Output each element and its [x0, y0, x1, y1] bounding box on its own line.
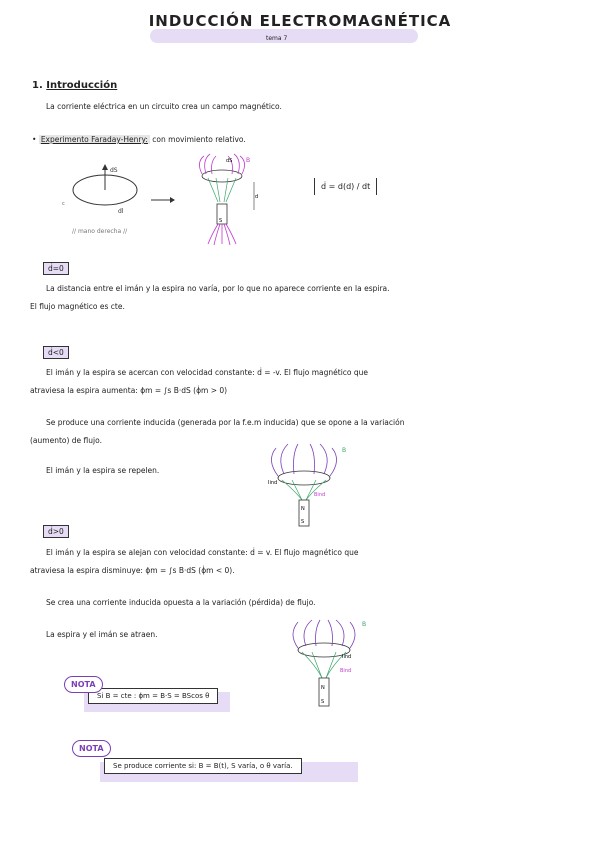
distance-rate-formula: ḋ = d(d) / dt	[314, 178, 377, 195]
attract-b-label: B	[362, 621, 367, 628]
funnel-diagram	[188, 152, 278, 247]
attract-iind-label: Iind	[342, 654, 352, 660]
attract-s-label: S	[321, 699, 325, 705]
page-subtitle: tema 7	[266, 35, 288, 42]
ds-arrowhead	[102, 164, 108, 170]
note1-box: Si B = cte : ϕm = B·S = BScos θ	[88, 688, 218, 704]
case-pos-line1: El imán y la espira se alejan con velocidad constante: ḋ = v. El flujo magnético que	[46, 548, 359, 557]
case-pos-line3: Se crea una corriente inducida opuesta a la variación (pérdida) de flujo.	[46, 598, 316, 607]
case-zero-line2: El flujo magnético es cte.	[30, 302, 125, 311]
experiment-line	[32, 135, 246, 144]
c-label: c	[62, 201, 65, 207]
distance-label: d	[255, 194, 259, 200]
attract-bind-label: Bind	[340, 668, 352, 674]
case-pos-line4: La espira y el imán se atraen.	[46, 630, 158, 639]
repel-n-label: N	[301, 506, 305, 512]
experiment-label: Experimento Faraday-Henry:	[40, 135, 148, 144]
repel-diagram	[262, 440, 372, 530]
case-zero-line1: La distancia entre el imán y la espira no varía, por lo que no aparece corriente en la espira.	[46, 284, 390, 293]
note2-tag: NOTA	[72, 740, 111, 757]
funnel-loop	[202, 170, 242, 182]
page-title: INDUCCIÓN ELECTROMAGNÉTICA	[148, 12, 452, 30]
case-neg-line2: atraviesa la espira aumenta: ϕm = ∫s B·dS (ϕ̇m > 0)	[30, 386, 228, 395]
attract-field-lines	[293, 620, 355, 648]
experiment-desc: con movimiento relativo.	[152, 135, 246, 144]
case-neg-line3: Se produce una corriente inducida (generada por la f.e.m inducida) que se opone a la variación	[46, 418, 405, 427]
case-pos-line2: atraviesa la espira disminuye: ϕm = ∫s B·dS (ϕ̇m < 0).	[30, 566, 235, 575]
section-title: Introducción	[46, 80, 118, 91]
case-pos-label: ḋ>0	[43, 525, 69, 538]
ds-label-2: dS	[226, 158, 233, 164]
note2-box: Se produce corriente si: B = B(t), S varía, o θ varía.	[104, 758, 302, 774]
ds-label: dS	[110, 167, 118, 174]
attract-diagram	[282, 616, 392, 711]
field-lines-bottom	[208, 224, 236, 245]
note1-tag: NOTA	[64, 676, 103, 693]
bullet: •	[32, 135, 39, 144]
case-zero-label: ḋ=0	[43, 262, 69, 275]
dl-label: dl	[118, 208, 124, 215]
repel-bind-label: Bind	[314, 492, 326, 498]
repel-iind-label: Iind	[268, 480, 278, 486]
attract-n-label: N	[321, 685, 325, 691]
section-heading	[32, 80, 117, 91]
section-number: 1.	[32, 80, 43, 91]
case-neg-line5: El imán y la espira se repelen.	[46, 466, 160, 475]
arrow-right-icon	[150, 196, 176, 204]
b-label: B	[246, 157, 251, 164]
intro-text: La corriente eléctrica en un circuito crea un campo magnético.	[46, 102, 282, 111]
repel-b-label: B	[342, 447, 347, 454]
case-neg-label: ḋ<0	[43, 346, 69, 359]
case-neg-line1: El imán y la espira se acercan con velocidad constante: ḋ = -v. El flujo magnético que	[46, 368, 369, 377]
magnet-s-label: S	[219, 218, 223, 224]
hand-rule: // mano derecha //	[72, 228, 128, 235]
repel-s-label: S	[301, 519, 305, 525]
case-neg-line4: (aumento) de flujo.	[30, 436, 102, 445]
field-lines-top	[199, 154, 244, 174]
